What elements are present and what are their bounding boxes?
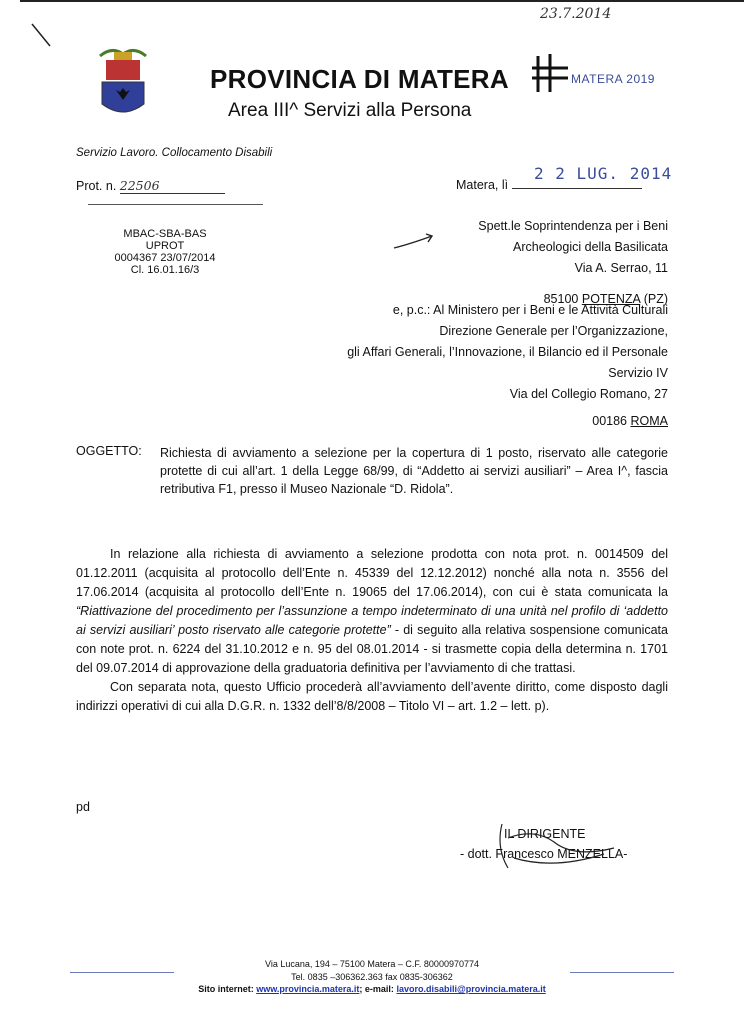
date-underline [512, 188, 642, 189]
cc-city: ROMA [630, 414, 668, 428]
stamp-line: MBAC-SBA-BAS [123, 228, 207, 240]
pen-mark-icon [28, 20, 58, 50]
service-name: Servizio Lavoro. Collocamento Disabili [76, 147, 273, 159]
protocol-label: Prot. n. [76, 179, 117, 193]
recipient-province: (PZ) [643, 292, 668, 306]
email-label: e-mail: [364, 984, 394, 994]
signer-name: - dott. Francesco MENZELLA- [460, 847, 628, 861]
recipient-city: POTENZA [581, 292, 641, 306]
body-paragraph-2: Con separata nota, questo Ufficio procederà all’avviamento dell’avente diritto, come disposto dagli indirizzi operativi di cui alla D.G.R. n. 1332 dell’8/8/2008 – Titolo VI – art. 1.2 – lett. p). [76, 680, 668, 713]
recipient-line: Via A. Serrao, 11 [574, 261, 668, 275]
footer [0, 958, 744, 996]
page-subtitle: Area III^ Servizi alla Persona [228, 100, 472, 121]
subject-label: OGGETTO: [76, 444, 142, 458]
recipient-line: Spett.le Soprintendenza per i Beni [478, 219, 668, 233]
matera-2019-logo-icon [528, 52, 572, 96]
body-paragraph-1 [76, 545, 668, 678]
initials: pd [76, 800, 90, 814]
cc-line: gli Affari Generali, l’Innovazione, il Bilancio ed il Personale [347, 345, 668, 359]
handwritten-date-note: 23.7.2014 [540, 6, 612, 22]
place-date-line [456, 178, 642, 192]
body-text: - di seguito alla relativa sospensione comunicata con note prot. n. 6224 del 31.10.2012 e n. 95 del 08.01.2014 - si trasmette copia della determina n. 1701 del 09.07.2014 di approvazione della graduatoria definitiva per l’avviamento di che trattasi. [76, 623, 668, 675]
matera-2019-logo-text: MATERA 2019 [571, 72, 655, 86]
top-border-line [20, 0, 744, 2]
coat-of-arms-logo [92, 44, 154, 122]
email-link[interactable]: lavoro.disabili@provincia.matera.it [396, 984, 546, 994]
divider [88, 204, 263, 205]
website-link[interactable]: www.provincia.matera.it [256, 984, 360, 994]
body-text: In relazione alla richiesta di avviamento a selezione prodotta con nota prot. n. 0014509 del 01.12.2011 (acquisita al protocollo dell’Ente n. 45339 del 12.12.2012) nonché alla nota n. 3556 del 17.06.2014 (acquisita al protocollo dell’Ente n. 19065 del 17.06.2014), con cui è stata comunicata la [76, 547, 668, 599]
arrow-icon [390, 228, 440, 252]
cc-line: e, p.c.: Al Ministero per i Beni e le Attività Culturali [392, 303, 668, 317]
stamp-line: UPROT [145, 240, 185, 252]
cc-line: Via del Collegio Romano, 27 [509, 387, 668, 401]
stamp-line: 0004367 23/07/2014 [114, 252, 216, 264]
stamp-line: Cl. 16.01.16/3 [130, 264, 200, 276]
cc-address [347, 300, 668, 432]
protocol-number: 22506 [120, 178, 225, 194]
footer-address: Via Lucana, 194 – 75100 Matera – C.F. 80000970774 [264, 959, 479, 969]
cc-line: Direzione Generale per l’Organizzazione, [439, 324, 668, 338]
footer-phone: Tel. 0835 –306362.363 fax 0835-306362 [291, 971, 453, 982]
subject-text: Richiesta di avviamento a selezione per la copertura di 1 posto, riservato alle categorie protette di cui all’art. 1 della Legge 68/99, di “Addetto ai servizi ausiliari” – Area I^, fascia retributiva F1, presso il Museo Nazionale “D. Ridola”. [160, 446, 668, 496]
page-title: PROVINCIA DI MATERA [210, 64, 509, 94]
signer-role: IL DIRIGENTE [504, 827, 586, 841]
cc-cap: 00186 [592, 414, 628, 428]
place-label: Matera, lì [456, 178, 509, 192]
recipient-line: Archeologici della Basilicata [513, 240, 668, 254]
recipient-cap: 85100 [543, 292, 579, 306]
protocol-line [76, 178, 225, 194]
letter-body [76, 545, 668, 716]
cc-city-line [347, 411, 668, 432]
recipient-address [478, 216, 668, 310]
site-label: Sito internet: [198, 984, 254, 994]
cc-line: Servizio IV [608, 366, 668, 380]
date-stamp: 2 2 LUG. 2014 [534, 164, 673, 183]
incoming-protocol-stamp [80, 228, 250, 276]
footer-contacts: Sito internet: www.provincia.matera.it; e-mail: lavoro.disabili@provincia.matera.it [198, 984, 546, 994]
body-quoted-title: “Riattivazione del procedimento per l’assunzione a tempo indeterminato di una unità nel profilo di ‘addetto ai servizi ausiliari’ posto riservato alle categorie protette” [76, 604, 668, 637]
signature-scribble-icon [494, 818, 624, 872]
